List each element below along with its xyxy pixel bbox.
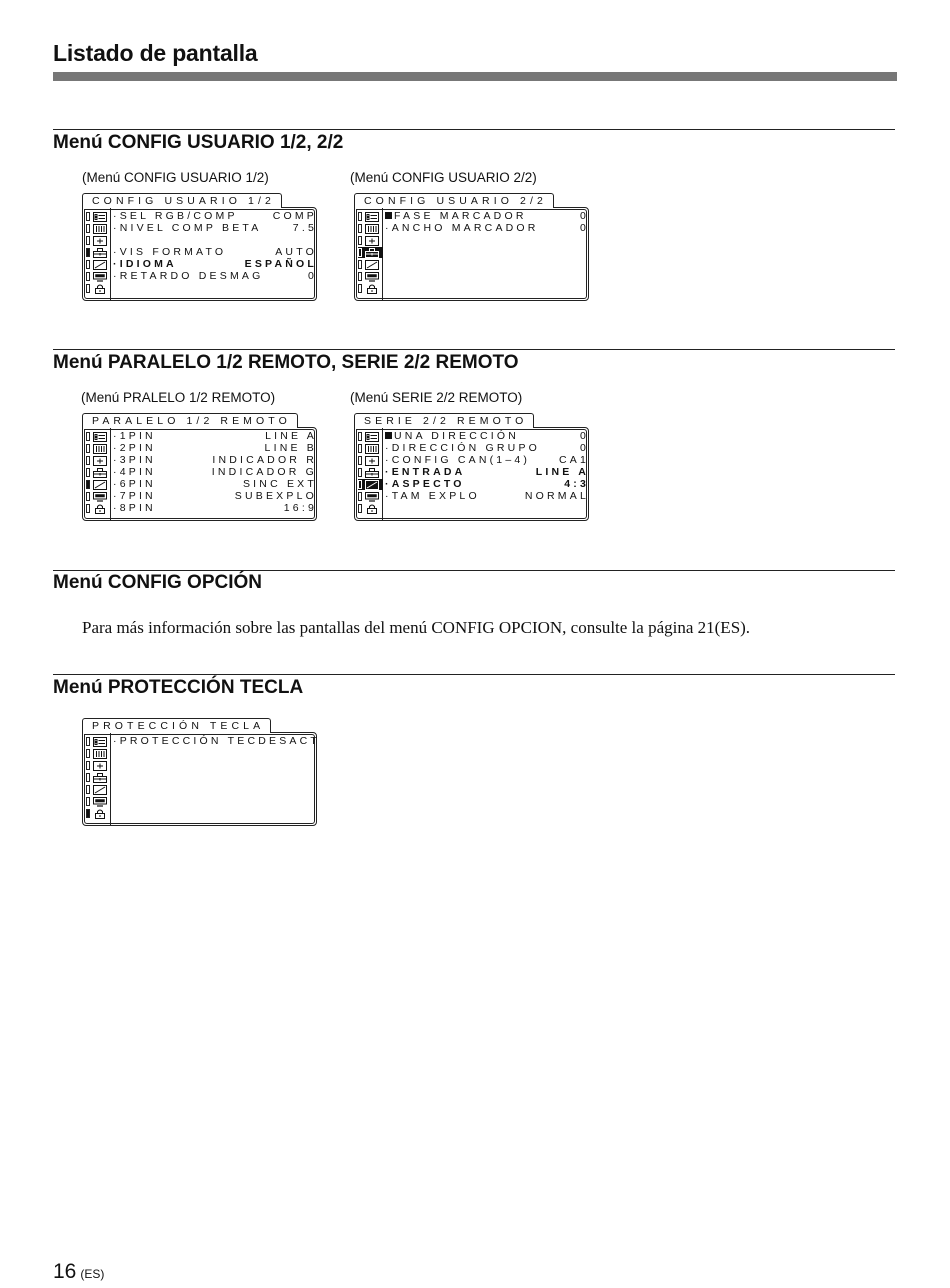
menu-position-marker [358, 432, 362, 441]
menu-icon-row [358, 259, 383, 270]
menu-icon-row [86, 443, 111, 454]
config-opcion-text: Para más información sobre las pantallas del menú CONFIG OPCION, consulte la página 21(ES). [82, 618, 751, 637]
slash-box-icon [365, 260, 379, 270]
menu-item [113, 454, 317, 466]
slash-box-icon [365, 480, 379, 490]
bars-icon [365, 224, 379, 234]
menu-item-value: SINC EXT [242, 478, 317, 490]
bars-icon [365, 444, 379, 454]
menu-item-label: ·ASPECTO [385, 478, 465, 490]
plus-box-icon [93, 456, 107, 466]
menu-icon-row [86, 503, 111, 514]
bars-icon [93, 224, 107, 234]
lock-icon [365, 284, 379, 294]
menu-item [113, 270, 317, 282]
menu-position-marker [358, 248, 362, 257]
menu-icon-column [355, 428, 383, 520]
menu-item-label: ·ENTRADA [385, 466, 466, 478]
slash-box-icon [93, 480, 107, 490]
menu-icon-row [86, 259, 111, 270]
menu-frame [354, 207, 589, 301]
menu-icon-row [358, 283, 383, 294]
menu-icon-row [86, 211, 111, 222]
menu-position-marker [86, 749, 90, 758]
menu-item-label: ·3PIN [113, 454, 156, 466]
toolbox-icon [365, 468, 379, 478]
menu-position-marker [86, 761, 90, 770]
menu-icon-row [86, 736, 111, 747]
menu-icon-row [86, 431, 111, 442]
menu-list-icon [93, 432, 107, 442]
menu-item [385, 478, 589, 490]
monitor-icon [93, 492, 107, 502]
menu-tab-title: PARALELO 1/2 REMOTO [82, 413, 298, 428]
menu-icon-row [86, 772, 111, 783]
menu-position-marker [358, 224, 362, 233]
menu-item-label: ·7PIN [113, 490, 156, 502]
menu-tab-title: PROTECCIÓN TECLA [82, 718, 271, 733]
menu-position-marker [86, 444, 90, 453]
menu-item-label: ·VIS FORMATO [113, 246, 227, 258]
menu-position-marker [358, 212, 362, 221]
menu-item-value: INDICADOR R [212, 454, 317, 466]
menu-position-marker [358, 504, 362, 513]
menu-position-marker [86, 785, 90, 794]
menu-icon-row [358, 235, 383, 246]
plus-box-icon [93, 236, 107, 246]
menu-icon-row [358, 271, 383, 282]
menu-position-marker [358, 456, 362, 465]
section-rule [53, 129, 895, 130]
menu-icon-row [86, 479, 111, 490]
caption-paralelo: (Menú PRALELO 1/2 REMOTO) [81, 390, 276, 405]
menu-item [113, 430, 317, 442]
menu-item [113, 466, 317, 478]
menu-icon-row [86, 247, 111, 258]
menu-position-marker [358, 444, 362, 453]
menu-position-marker [86, 284, 90, 293]
menu-item [113, 442, 317, 454]
menu-item-label: ·ANCHO MARCADOR [385, 222, 539, 234]
menu-item-label: ·IDIOMA [113, 258, 177, 270]
menu-item [113, 222, 317, 234]
menu-position-marker [86, 248, 90, 257]
menu-icon-row [358, 479, 383, 490]
section-title-config-usuario: Menú CONFIG USUARIO 1/2, 2/2 [53, 132, 344, 153]
menu-item-label: ·NIVEL COMP BETA [113, 222, 262, 234]
slash-box-icon [93, 260, 107, 270]
menu-icon-row [86, 491, 111, 502]
menu-icon-row [86, 784, 111, 795]
cursor-square-icon [385, 212, 392, 219]
menu-frame [354, 427, 589, 521]
section-title-config-opcion: Menú CONFIG OPCIÓN [53, 572, 262, 593]
menu-icon-row [358, 431, 383, 442]
menu-item [113, 258, 317, 270]
menu-icon-row [86, 467, 111, 478]
menu-icon-row [358, 223, 383, 234]
menu-icon-row [86, 455, 111, 466]
menu-position-marker [86, 456, 90, 465]
menu-position-marker [86, 809, 90, 818]
menu-position-marker [358, 492, 362, 501]
menu-icon-row [358, 467, 383, 478]
toolbox-icon [93, 773, 107, 783]
menu-item-value: 0 [579, 222, 589, 234]
menu-position-marker [86, 212, 90, 221]
menu-item-label: FASE MARCADOR [394, 210, 527, 222]
menu-list-icon [365, 212, 379, 222]
menu-item-label: ·RETARDO DESMAG [113, 270, 264, 282]
menu-item-label: ·PROTECCIÓN TECDESACT [113, 735, 321, 747]
menu-item-value: 0 [307, 270, 317, 282]
menu-item-label: ·CONFIG CAN(1–4) [385, 454, 531, 466]
menu-position-marker [358, 468, 362, 477]
menu-item-value: 4:3 [564, 478, 589, 490]
menu-icon-row [358, 211, 383, 222]
toolbox-icon [93, 468, 107, 478]
menu-icon-row [86, 748, 111, 759]
menu-icon-row [358, 455, 383, 466]
menu-item-value: LINE A [535, 466, 589, 478]
monitor-icon [93, 272, 107, 282]
section-title-remoto: Menú PARALELO 1/2 REMOTO, SERIE 2/2 REMOTO [53, 352, 519, 373]
menu-icon-row [86, 223, 111, 234]
menu-proteccion-tecla [82, 718, 321, 826]
menu-position-marker [358, 260, 362, 269]
menu-position-marker [86, 432, 90, 441]
section-title-proteccion: Menú PROTECCIÓN TECLA [53, 677, 304, 698]
menu-item-value: NORMAL [524, 490, 589, 502]
lock-icon [93, 504, 107, 514]
menu-icon-column [83, 208, 111, 300]
page-footer [53, 1260, 104, 1284]
menu-icon-row [86, 271, 111, 282]
menu-icon-row [358, 503, 383, 514]
monitor-icon [365, 492, 379, 502]
menu-item-value: 7.5 [292, 222, 317, 234]
menu-item-label: ·2PIN [113, 442, 156, 454]
plus-box-icon [365, 456, 379, 466]
menu-item [113, 210, 317, 222]
page-number: 16 [53, 1260, 77, 1283]
lock-icon [93, 284, 107, 294]
menu-icon-column [83, 428, 111, 520]
menu-icon-row [358, 247, 383, 258]
lock-icon [93, 809, 107, 819]
toolbox-icon [93, 248, 107, 258]
section-rule [53, 674, 895, 675]
menu-position-marker [86, 272, 90, 281]
menu-item-label: ·8PIN [113, 502, 156, 514]
menu-item [385, 222, 589, 234]
menu-position-marker [358, 272, 362, 281]
cursor-square-icon [385, 432, 392, 439]
menu-icon-column [83, 733, 111, 825]
menu-item-label: ·DIRECCIÓN GRUPO [385, 442, 541, 454]
page-title: Listado de pantalla [53, 40, 258, 66]
menu-config-usuario-2 [354, 193, 590, 301]
menu-item [113, 735, 321, 747]
menu-position-marker [86, 504, 90, 513]
menu-item-label: ·4PIN [113, 466, 156, 478]
menu-icon-row [86, 796, 111, 807]
caption-serie: (Menú SERIE 2/2 REMOTO) [350, 390, 523, 405]
menu-tab-title: CONFIG USUARIO 1/2 [82, 193, 282, 208]
menu-item [385, 490, 589, 502]
menu-icon-row [358, 443, 383, 454]
menu-position-marker [86, 773, 90, 782]
menu-item-value: 0 [579, 210, 589, 222]
menu-list-icon [365, 432, 379, 442]
section-rule [53, 349, 895, 350]
bars-icon [93, 749, 107, 759]
menu-item-value: COMP [272, 210, 317, 222]
menu-frame [82, 427, 317, 521]
menu-position-marker [86, 260, 90, 269]
menu-position-marker [86, 468, 90, 477]
menu-item-label: UNA DIRECCIÓN [394, 430, 520, 442]
menu-tab-title: CONFIG USUARIO 2/2 [354, 193, 554, 208]
monitor-icon [365, 272, 379, 282]
menu-serie-remoto [354, 413, 590, 521]
menu-position-marker [86, 492, 90, 501]
menu-position-marker [86, 797, 90, 806]
menu-icon-row [86, 808, 111, 819]
menu-item-label: ·TAM EXPLO [385, 490, 480, 502]
menu-position-marker [86, 737, 90, 746]
menu-icon-row [86, 283, 111, 294]
bars-icon [93, 444, 107, 454]
menu-item-value: INDICADOR G [211, 466, 317, 478]
menu-item [385, 430, 589, 442]
menu-item-label: ·6PIN [113, 478, 156, 490]
menu-item [113, 246, 317, 258]
toolbox-icon [365, 248, 379, 258]
title-bar [53, 72, 897, 81]
monitor-icon [93, 797, 107, 807]
menu-icon-row [86, 235, 111, 246]
menu-config-usuario-1 [82, 193, 318, 301]
menu-icon-row [86, 760, 111, 771]
menu-list-icon [93, 212, 107, 222]
menu-tab-title: SERIE 2/2 REMOTO [354, 413, 534, 428]
menu-position-marker [86, 480, 90, 489]
menu-item [385, 466, 589, 478]
menu-item-label: ·SEL RGB/COMP [113, 210, 238, 222]
menu-item [385, 442, 589, 454]
menu-item [113, 490, 317, 502]
menu-frame [82, 207, 317, 301]
menu-item-value: LINE B [264, 442, 317, 454]
menu-item-value: CA1 [558, 454, 589, 466]
menu-icon-column [355, 208, 383, 300]
slash-box-icon [93, 785, 107, 795]
menu-icon-row [358, 491, 383, 502]
menu-position-marker [358, 284, 362, 293]
menu-item [113, 478, 317, 490]
menu-item-value: ESPAÑOL [244, 258, 317, 270]
menu-position-marker [86, 236, 90, 245]
menu-position-marker [358, 480, 362, 489]
menu-item-value: LINE A [265, 430, 317, 442]
page-suffix: (ES) [80, 1267, 105, 1281]
menu-paralelo-remoto [82, 413, 318, 521]
menu-item-value: 0 [579, 442, 589, 454]
plus-box-icon [365, 236, 379, 246]
section-rule [53, 570, 895, 571]
menu-item-value: 16:9 [283, 502, 317, 514]
menu-item-value: 0 [579, 430, 589, 442]
menu-item-label: ·1PIN [113, 430, 156, 442]
menu-item [385, 454, 589, 466]
menu-list-icon [93, 737, 107, 747]
caption-config2: (Menú CONFIG USUARIO 2/2) [350, 170, 537, 185]
menu-frame [82, 732, 321, 826]
menu-item [385, 210, 589, 222]
caption-config1: (Menú CONFIG USUARIO 1/2) [82, 170, 269, 185]
menu-position-marker [358, 236, 362, 245]
menu-item [113, 502, 317, 514]
plus-box-icon [93, 761, 107, 771]
lock-icon [365, 504, 379, 514]
menu-item-value: AUTO [275, 246, 317, 258]
menu-item-value: SUBEXPLO [234, 490, 317, 502]
menu-position-marker [86, 224, 90, 233]
